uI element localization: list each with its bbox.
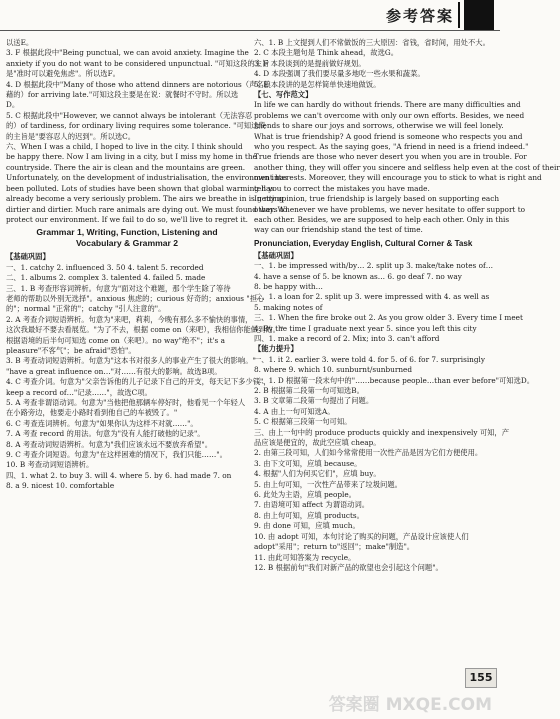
header-rule <box>0 30 500 31</box>
answer-line: adopt"采用"；return to"返回"；make"制造"。 <box>254 542 415 552</box>
model-label: 【七、写作范文】 <box>254 90 313 100</box>
answer-line: D。 <box>6 100 20 110</box>
answer-line: "have a great influence on…"对……有很大的影响。故选B项。 <box>6 366 222 376</box>
answer-line: countryside. There the air is clean and the mountains are green. <box>6 162 246 172</box>
answer-line: 3. F 根据此段中"Being punctual, we can avoid anxiety. Imagine the <box>6 48 249 58</box>
answer-line: 4. D 本段强调了我们要尽量多地吃一些水果和蔬菜。 <box>254 69 425 79</box>
answer-line: friends to share our joys and sorrows, otherwise we will feel lonely. <box>254 121 504 131</box>
answer-line: 5. C 根据第三段第一句可知。 <box>254 417 352 427</box>
answer-line: problems we can't overcome with only our own efforts. Besides, we need <box>254 110 525 120</box>
answer-line: What is true friendship? A good friend is someone who respects you and <box>254 131 523 141</box>
header-block <box>464 0 494 30</box>
right-model-lines <box>254 100 560 235</box>
answer-line: 4. C 考查介词。句意为"父亲告诉他的儿子记录下自己的开支，每天记下多少钱"， <box>6 377 271 387</box>
answer-line: 8. 由上句可知，应填 products。 <box>254 510 364 520</box>
answer-line: 2. C 本段主题句是 Think ahead，故选G。 <box>254 48 399 58</box>
grammar-title-1: Grammar 1, Writing, Function, Listening and <box>36 227 218 238</box>
answer-line: 六、1. B 上文提到人们不常做饭的三大原因：省钱，省时间，用处不大。 <box>254 38 490 47</box>
answer-line: 一、1. catchy 2. influenced 3. 50 4. talent 5. recorded <box>6 262 204 272</box>
answer-line: protect our environment. If we fail to do so, we'll live to regret it. <box>6 214 248 224</box>
answer-line: 7. 由语境可知 affect 为谓语动词。 <box>254 500 370 510</box>
answer-line: 6. C 考查连词辨析。句意为"如果你认为这样不对就……"。 <box>6 418 198 428</box>
answer-line: 11. 由此可知答案为 recycle。 <box>254 552 356 562</box>
answer-line: 在小路旁边，他要走小路时看到他自己的车被毁了。" <box>6 408 178 418</box>
answer-line: 3. B 考查动词短语辨析。句意为"这本书对很多人的事业产生了很大的影响。" <box>6 356 256 366</box>
answer-line: keep a record of…"记录……"，故选C项。 <box>6 387 152 397</box>
answer-line: 4. 根据"人们为何买它们"，应填 buy。 <box>254 469 381 479</box>
header-title: 参考答案 <box>385 7 454 25</box>
pronunciation-title: Pronunciation, Everyday English, Cultural Corner & Task <box>254 238 473 248</box>
basic-label: 【基础巩固】 <box>6 252 50 262</box>
answer-line: 三、1. When the fire broke out 2. As you grow older 3. Every time I meet <box>254 313 523 323</box>
answer-line: 10. 由 adopt 可知，本句讨论了购买的问题，产品设计应该使人们 <box>254 531 469 541</box>
answer-line: 二、1. D 根据第一段末句中的"……because people…than ever before"可知选D。 <box>254 375 535 385</box>
answer-line: 4. A 由上一句可知选A。 <box>254 406 335 416</box>
answer-line: be happy there. Now I am living in a city, but I miss my home in the <box>6 152 257 162</box>
answer-line: been polluted. Lots of studies have been shown that global warming has <box>6 183 275 193</box>
answer-line: 9. C 考查介词短语。句意为"在这样困难的情况下，我们只能……"。 <box>6 450 227 460</box>
answer-line: 老师的帮助以外别无选择"。anxious 焦虑的；curious 好奇的；anxious "担心 <box>6 293 265 303</box>
answer-line: 5. 由上句可知，一次性产品带来了垃圾问题。 <box>254 479 402 489</box>
answer-line: 藉的）for arriving late."可知这段主要是在说：就餐时不守时。所以选 <box>6 90 239 100</box>
answer-line: 是"准时可以避免焦虑"。所以选F。 <box>6 69 120 79</box>
answer-line: 5. C 根据此段中"However, we cannot always be intolerant（无法容忍 <box>6 110 253 120</box>
answer-line: tell you to correct the mistakes you have made. <box>254 183 430 193</box>
pron-basic-label: 【基础巩固】 <box>254 250 298 260</box>
improve-label: 【能力提升】 <box>254 344 298 354</box>
answer-line: True friends are those who never desert you when you are in trouble. For <box>254 152 527 162</box>
answer-line: 的）of tardiness, for ordinary living requires some tolerance. "可知这段 <box>6 121 266 131</box>
answer-line: 3. F 本段谈到的是提前做好规划。 <box>254 58 366 68</box>
answer-line: 2. 由第三段可知，人们如今常常使用一次性产品是因为它们方便使用。 <box>254 448 483 458</box>
answer-line: 以送E。 <box>6 38 34 47</box>
answer-line: 二、1. a loan for 2. split up 3. were impressed with 4. as well as <box>254 292 490 302</box>
answer-line: own interests. Moreover, they will encourage you to stick to what is right and <box>254 173 542 183</box>
answer-line: 4. By the time I graduate next year 5. since you left this city <box>254 323 477 333</box>
answer-line: 这次我最好不要去看展览。"为了不去，根据 come on（来吧），我相信你能做到的。" <box>6 325 284 335</box>
grammar-title-2: Vocabulary & Grammar 2 <box>75 238 179 249</box>
answer-line: pleasure"不客气"；be afraid"恐怕"。 <box>6 345 136 355</box>
right-lines <box>254 38 494 90</box>
answer-line: 品应该是便宜的，故此空应填 cheap。 <box>254 438 381 448</box>
answer-line: 六、When I was a child, I hoped to live in the city. I think should <box>6 142 243 152</box>
page-number: 155 <box>465 668 497 688</box>
answer-line: each other. Besides, we are supposed to help each other. Only in this <box>254 214 510 224</box>
answer-line: 3. 由下文可知，应填 because。 <box>254 458 362 468</box>
right-column <box>254 38 560 573</box>
answer-line: 三、由上一句中的 produce products quickly and inexpensively 可知，产 <box>254 427 510 437</box>
answer-line: 12. B 根据前句"我们对新产品的欲望也会引起这个问题"。 <box>254 562 443 572</box>
answer-line: 5. making notes of <box>254 302 323 312</box>
answer-line: 8. be happy with… <box>254 281 323 291</box>
answer-line: 5. E 本段讲的是怎样简单快速地做饭。 <box>254 79 381 89</box>
answer-line: 8. a 9. nicest 10. comfortable <box>6 481 115 491</box>
answer-line: 三、1. B 考查形容词辨析。句意为"面对这个难题，那个学生除了等待 <box>6 283 231 293</box>
answer-line: 4. have a sense of 5. be known as… 6. go deaf 7. no way <box>254 271 462 281</box>
right-improve-lines <box>254 354 535 574</box>
answer-line: 3. B 文章第二段第一句提出了问题。 <box>254 396 374 406</box>
answer-line: 2. B 根据第二段第一句可知选B。 <box>254 386 364 395</box>
answer-line: 8. A 考查动词短语辨析。句意为"我们应该永远不要放弃希望"。 <box>6 439 213 449</box>
answer-line: 一、1. it 2. earlier 3. were told 4. for 5. of 6. for 7. surprisingly <box>254 354 485 364</box>
answer-line: 10. B 考查动词短语辨析。 <box>6 460 94 470</box>
answer-line: way can our friendship stand the test of time. <box>254 225 423 235</box>
answer-line: 5. A 考查非谓语动词。句意为"当他把他那辆车停好时，他看见一个年轻人 <box>6 398 246 407</box>
answer-line: another thing, they will offer you sincere and selfless help even at the cost of their <box>254 162 560 172</box>
answer-line: In life we can hardly do without friends. There are many difficulties and <box>254 100 521 110</box>
answer-line: In my opinion, true friendship is largely based on supporting each <box>254 194 500 204</box>
answer-line: Unfortunately, on the development of industrialisation, the environment has <box>6 173 288 183</box>
answer-line: 4. D 根据此段中"Many of those who attend dinners are notorious（声名狼 <box>6 79 271 89</box>
answer-line: dirtier and dirtier. Much rare animals are dying out. We must found ways to <box>6 204 288 214</box>
answer-line: 的"；normal "正常的"；catchy "引人注意的"。 <box>6 304 166 314</box>
answer-line: 8. where 9. which 10. sunburnt/sunburned <box>254 365 413 375</box>
answer-line: 根据语境的后半句可知选 come on（来吧）。no way"绝不"；it's a <box>6 335 225 345</box>
watermark: 答案圈 MXQE.COM <box>328 695 492 715</box>
answer-line: 2. A 考查介词短语辨析。句意为"来吧，莉莉，今晚有那么多不愉快的事情， <box>6 314 253 324</box>
answer-line: already become a very seriously problem. The airs we breathe in is getting <box>6 194 284 204</box>
answer-line: 四、1. make a record of 2. Mix; into 3. can't afford <box>254 333 440 343</box>
answer-line: who you respect. As the saying goes, "A friend in need is a friend indeed." <box>254 142 529 152</box>
answer-line: 一、1. be impressed with/by… 2. split up 3. make/take notes of… <box>254 261 493 271</box>
answer-line: 7. A 考查 record 的用法。句意为"没有人能打破他的记录"。 <box>6 429 205 439</box>
answer-line: 二、1. albums 2. complex 3. talented 4. failed 5. made <box>6 273 206 283</box>
header-divider <box>458 2 460 28</box>
right-pron-lines <box>254 261 523 344</box>
answer-line: other. Whenever we have problems, we never hesitate to offer support to <box>254 204 526 214</box>
answer-line: 的主旨是"要容忍人的迟到"。所以选C。 <box>6 131 136 141</box>
answer-line: 四、1. what 2. to buy 3. will 4. where 5. by 6. had made 7. on <box>6 470 232 480</box>
answer-line: anxiety if you do not want to be considered unpunctual. "可知这段的主旨 <box>6 58 270 68</box>
page-header <box>0 0 500 34</box>
answer-line: 9. 由 done 可知，应填 much。 <box>254 521 360 531</box>
answer-line: 6. 此处为主语，应填 people。 <box>254 490 356 500</box>
